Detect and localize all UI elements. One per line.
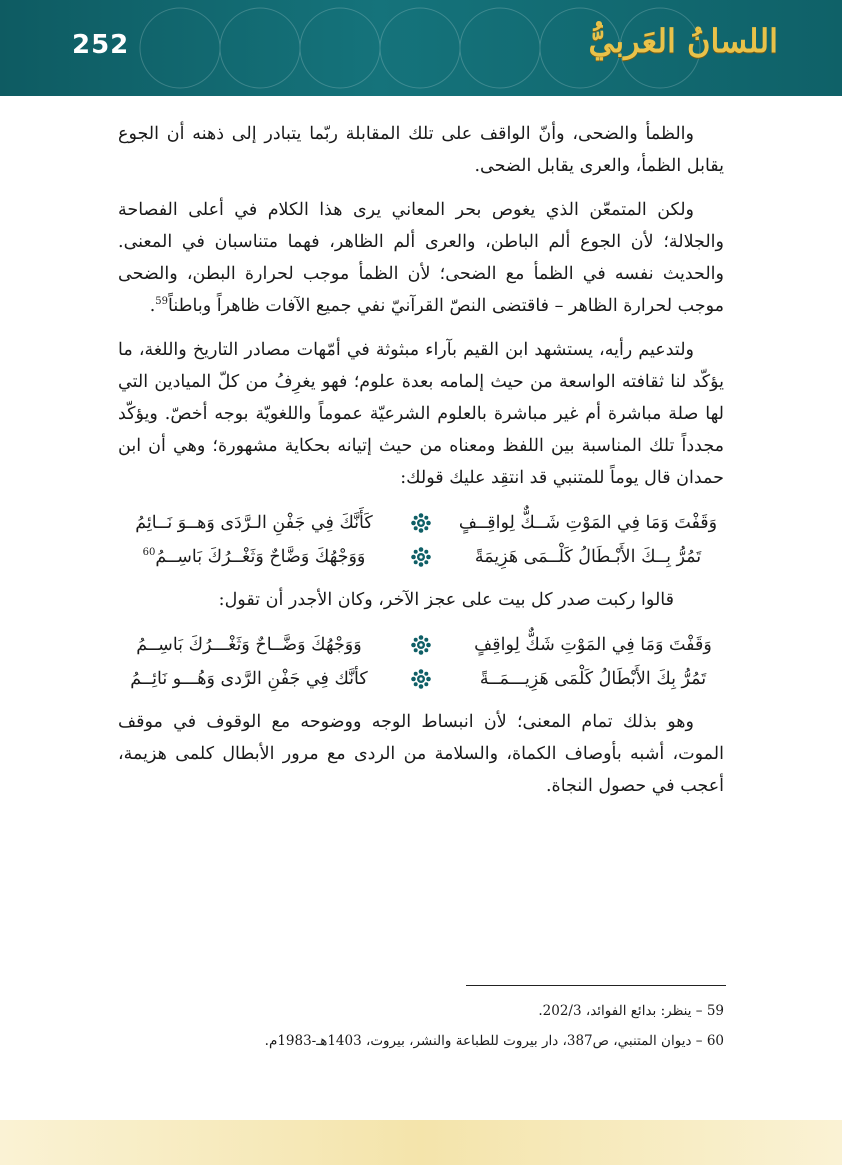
verse-first-hemistich: تَمُرُّ بِكَ الأَبْطَالُ كَلْمَى هَزِيـــمَــةً: [479, 669, 707, 689]
paragraph-3: ولتدعيم رأيه، يستشهد ابن القيم بآراء مبثوثة في أمّهات مصادر التاريخ واللغة، ما يؤكّد لنا ثقافته الواسعة من حيث إلمامه بعدة علوم؛ فهو يغرِفُ من كلّ الميادين التي لها صلة مباشرة أم غير مباشرة بالعلوم الشرعيّة عموماً واللغويّة بوجه أخصّ. ويؤكّد مجدداً تلك المناسبة بين اللفظ ومعناه من حيث إتيانه بحكاية مشهورة؛ وهي أن ابن حمدان قال يوماً للمتنبي قد انتقِد عليك قولك:: [118, 340, 724, 488]
verse-line: [118, 506, 724, 540]
ornament-icon: [408, 510, 434, 536]
verse-second-hemistich: كأنَّك فِي جَفْنِ الرَّدى وَهُـــو نَائِــمُ: [130, 669, 368, 689]
footer-band: [0, 1120, 842, 1165]
footnotes: [118, 996, 724, 1056]
ornament-icon: [408, 632, 434, 658]
footnote-ref-60: 60: [142, 547, 156, 559]
paragraph-intro: قالوا ركبت صدر كل بيت على عجز الآخر، وكان الأجدر أن تقول:: [218, 590, 674, 610]
ornament-icon: [408, 544, 434, 570]
verse-second-hemistich: وَوَجْهُكَ وَضَّــاحٌ وَثَغْـــرُكَ بَاسِــمُ: [136, 635, 362, 655]
publication-logo: اللسانُ العَربيُّ: [588, 22, 778, 60]
article-body: [118, 118, 724, 814]
paragraph-2: ولكن المتمعّن الذي يغوص بحر المعاني يرى هذا الكلام في أعلى الفصاحة والجلالة؛ لأن الجوع ألم الباطن، والعرى ألم الظاهر، فهما متناسبان في المعنى. والحديث نفسه في الظمأ مع الضحى؛ لأن الظمأ موجب لحرارة البطن، والضحى موجب لحرارة الظاهر – فاقتضى النصّ القرآنيّ نفي جميع الآفات ظاهراً وباطناً$^{59}$.: [118, 200, 724, 316]
paragraph-1: والظمأ والضحى، وأنّ الواقف على تلك المقابلة ربّما يتبادر إلى ذهنه أن الجوع يقابل الظمأ، والعرى يقابل الضحى.: [118, 124, 724, 176]
ornament-icon: [408, 666, 434, 692]
paragraph-closing: وهو بذلك تمام المعنى؛ لأن انبساط الوجه ووضوحه مع الوقوف في موقف الموت، أشبه بأوصاف الكماة، والسلامة من الردى مع مرور الأبطال كلمى هزيمة، أعجب في حصول النجاة.: [118, 712, 724, 796]
verses-rearranged: [118, 628, 724, 696]
verse-line: [118, 628, 724, 662]
verse-second-hemistich: وَوَجْهُكَ وَضَّاحٌ وَثَغْــرُكَ بَاسِــمُ$^{60}$: [142, 547, 366, 567]
verses-original: [118, 506, 724, 574]
verse-first-hemistich: وَقَفْتَ وَمَا فِي المَوْتِ شَــكٌّ لِواقِــفٍ: [458, 513, 718, 533]
header-band: [0, 0, 842, 96]
verse-second-hemistich: كَأَنَّكَ فِي جَفْنِ الـرَّدَى وَهــوَ نَــائِمُ: [135, 513, 373, 533]
footnote-59: 59 – ينظر: بدائع الفوائد، 202/3.: [538, 1003, 724, 1019]
footnote-divider: [466, 985, 726, 986]
verse-line: [118, 540, 724, 574]
footnote-60: 60 – ديوان المتنبي، ص387، دار بيروت للطباعة والنشر، بيروت، 1403هـ-1983م.: [264, 1033, 724, 1049]
verse-line: [118, 662, 724, 696]
footnote-ref-59: 59: [155, 296, 169, 308]
verse-first-hemistich: وَقَفْتَ وَمَا فِي المَوْتِ شَكٌّ لِواقِفٍ: [474, 635, 712, 655]
verse-first-hemistich: تَمُرُّ بِــكَ الأَبْـطَالُ كَلْــمَى هَزِيمَةً: [474, 547, 702, 567]
page-number: 252: [72, 30, 130, 60]
